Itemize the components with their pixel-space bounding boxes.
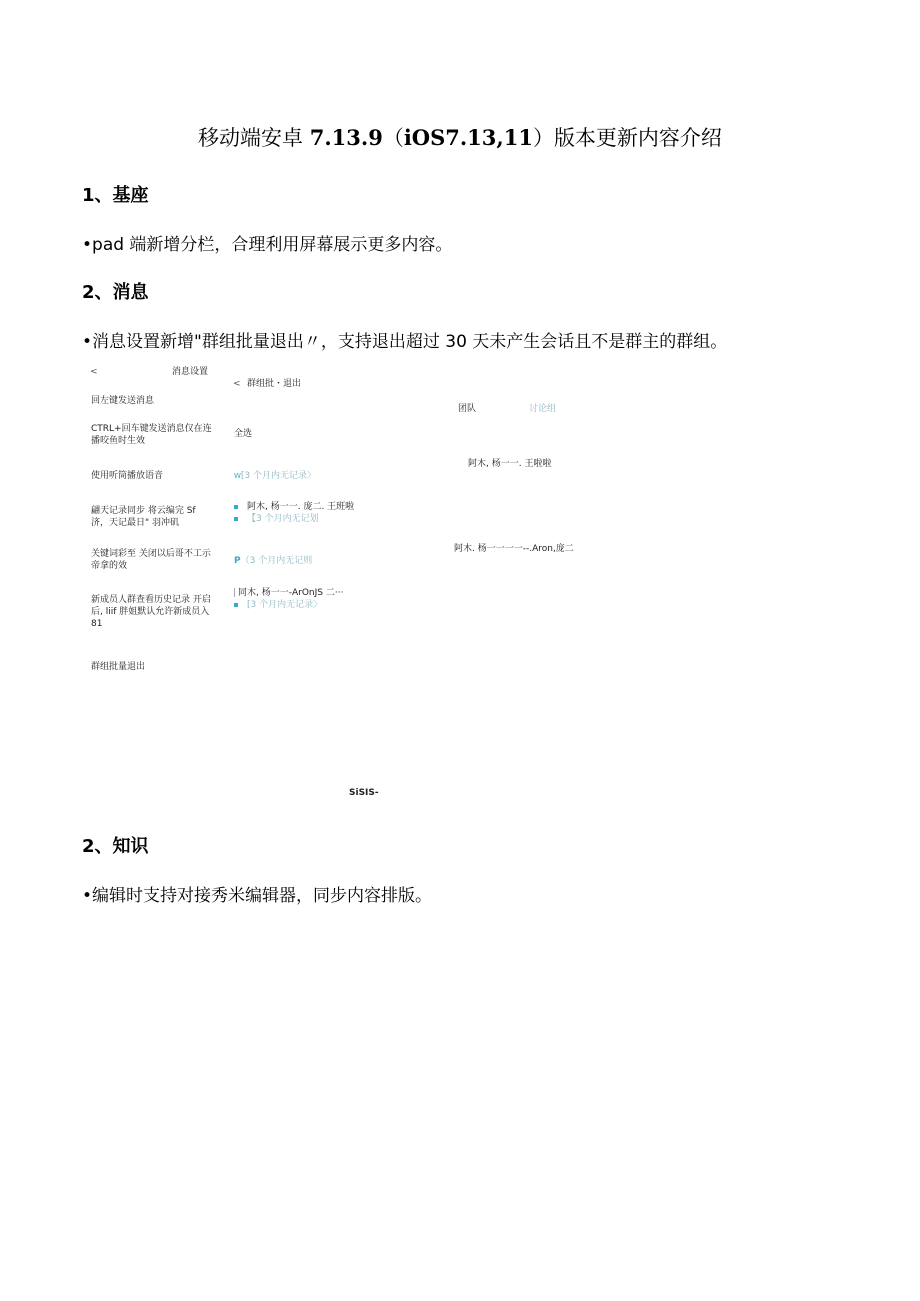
row-name: 同木, 杨一一-ArOnJS 二··· [238, 588, 344, 598]
group-row[interactable]: 阿木, 杨一一. 王啦啦 [468, 459, 552, 469]
checkbox-icon[interactable] [234, 505, 238, 509]
checkbox-icon[interactable] [234, 603, 238, 607]
back-icon[interactable]: < [90, 367, 98, 377]
group-row[interactable] [234, 587, 343, 599]
setting-item[interactable]: 群组批量退出 [91, 662, 146, 672]
section-heading: 2、消息 [82, 282, 149, 303]
title-paren-open: （ [382, 126, 404, 150]
divider-icon [234, 588, 235, 597]
checkbox-icon[interactable] [234, 517, 238, 521]
document-title [0, 122, 920, 152]
tab-team[interactable]: 团队 [458, 404, 477, 414]
setting-item[interactable]: 新成员人群查看历史记录 开启后, liif 胖姐默认允许新成员入 81 [91, 595, 211, 629]
embedded-screenshot [82, 360, 582, 800]
setting-item[interactable]: 翩天记录同步 将云编完 Sf 济，天记最日" 羽冲矶 [91, 506, 196, 528]
middle-panel-title: 群组批・退出 [247, 379, 302, 389]
group-row-note [234, 599, 322, 611]
setting-item[interactable]: 使用听筒播放语音 [91, 471, 164, 481]
row-note: 【3 个月内无记划 [247, 514, 319, 524]
title-paren-close: ） [532, 126, 554, 150]
section-bullet: •编辑时支持对接秀米编辑器，同步内容排版。 [82, 886, 433, 906]
select-all-option[interactable]: 全选 [234, 429, 253, 439]
row-note: [3 个月内无记录〉 [247, 600, 323, 610]
section-bullet: •pad 端新增分栏，合理利用屏幕展示更多内容。 [82, 235, 453, 255]
row-note: （3 个月内无记则 [240, 556, 313, 566]
tab-discussion[interactable]: 讨论组 [529, 404, 557, 414]
left-panel-title: 消息设置 [172, 367, 209, 377]
screenshot-caption: SiSIS- [349, 788, 379, 798]
section-heading: 1、基座 [82, 185, 149, 206]
setting-item[interactable]: 回左键发送消息 [91, 396, 155, 406]
row-prefix: W [234, 472, 241, 480]
section-heading: 2、知识 [82, 836, 149, 857]
title-suffix: 版本更新内容介绍 [553, 126, 722, 150]
group-row[interactable] [234, 555, 312, 567]
title-prefix: 移动端安卓 [198, 126, 310, 150]
group-row[interactable]: 阿木. 杨一一一一--.Aron,庞二 [454, 544, 574, 554]
back-icon[interactable]: < [233, 379, 241, 389]
group-row[interactable] [234, 501, 354, 513]
row-name: 阿木, 杨一一. 庞二. 王班啦 [247, 502, 355, 512]
title-ios-version: iOS7.13,11 [403, 125, 533, 150]
title-version: 7.13.9 [309, 125, 383, 150]
row-note: [3 个月内无记录〉 [240, 471, 317, 481]
group-row-note [234, 513, 319, 525]
setting-item[interactable]: CTRL+回车键发送消息仅在连播咬鱼时生效 [91, 424, 212, 446]
group-row[interactable] [234, 470, 316, 482]
setting-item[interactable]: 关键词彩至 关闭以后哥不工示帝拿的效 [91, 549, 211, 571]
section-bullet: •消息设置新增"群组批量退出〃，支持退出超过 30 天未产生会话且不是群主的群组。 [82, 332, 728, 352]
row-prefix: P [234, 556, 241, 566]
